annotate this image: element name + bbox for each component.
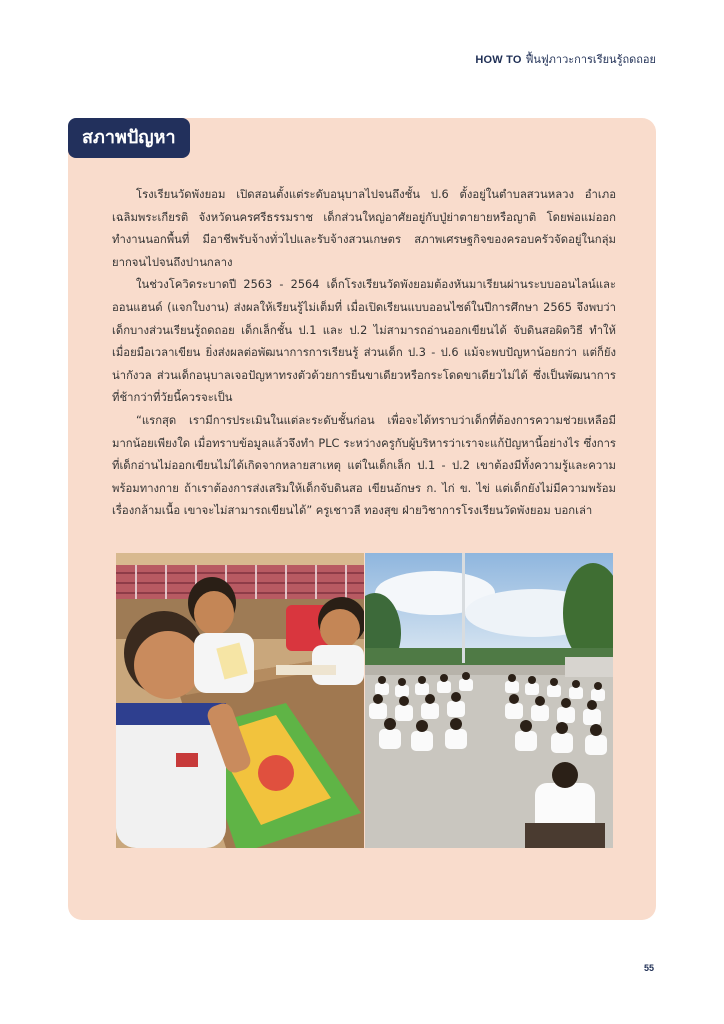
- header-how-to: HOW TO: [475, 54, 522, 66]
- students-assembly-photo: [365, 553, 613, 848]
- students-assembly-image: [365, 553, 613, 848]
- header-title: ฟื้นฟูภาวะการเรียนรู้ถดถอย: [525, 53, 656, 66]
- paragraph-3: “แรกสุด เรามีการประเมินในแต่ละระดับชั้นก่อน เพื่อจะได้ทราบว่าเด็กที่ต้องการความช่วยเหลือมีมากน้อยเพียงใด เมื่อทราบข้อมูลแล้วจึงทำ PLC ระหว่างครูกับผู้บริหารว่าเราจะแก้ปัญหานี้อย่างไร ซึ่งการที่เด็กอ่านไม่ออกเขียนไม่ได้เกิดจากหลายสาเหตุ แต่ในเด็กเล็ก ป.1 - ป.2 เขาต้องมีทั้งความรู้และความพร้อมทางกาย ถ้าเราต้องการส่งเสริมให้เด็กจับดินสอ เขียนอักษร ก. ไก่ ข. ไข่ แต่เด็กยังไม่มีความพร้อมเรื่องกล้ามเนื้อ เขาจะไม่สามารถเขียนได้” ครูเชาวลี ทองสุข ฝ่ายวิชาการโรงเรียนวัดพังยอม บอกเล่า: [112, 413, 616, 518]
- paragraph-2: ในช่วงโควิดระบาดปี 2563 - 2564 เด็กโรงเรียนวัดพังยอมต้องหันมาเรียนผ่านระบบออนไลน์และออนแฮนด์ (แจกใบงาน) ส่งผลให้เรียนรู้ไม่เต็มที่ เมื่อเปิดเรียนแบบออนไซต์ในปีการศึกษา 2565 จึงพบว่า เด็กบางส่วนเรียนรู้ถดถอย เด็กเล็กชั้น ป.1 และ ป.2 ไม่สามารถอ่านออกเขียนได้ จับดินสอผิดวิธี ทำให้เมื่อยมือเวลาเขียน ยิ่งส่งผลต่อพัฒนาการการเรียนรู้ ส่วนเด็ก ป.3 - ป.6 แม้จะพบปัญหาน้อยกว่า แต่ก็ยังน่ากังวล ส่วนเด็กอนุบาลเจอปัญหาทรงตัวด้วยการยืนขาเดียวหรือกระโดดขาเดียวไม่ได้ ซึ่งเป็นพัฒนาการที่ช้ากว่าที่วัยนี้ควรจะเป็น: [112, 278, 616, 405]
- students-reading-photo: [116, 553, 364, 848]
- section-title: สภาพปัญหา: [68, 118, 190, 158]
- running-header: [475, 50, 656, 68]
- page-number: 55: [643, 963, 654, 973]
- students-reading-image: [116, 553, 364, 848]
- article-body: [112, 184, 616, 523]
- paragraph-1: โรงเรียนวัดพังยอม เปิดสอนตั้งแต่ระดับอนุบาลไปจนถึงชั้น ป.6 ตั้งอยู่ในตำบลสวนหลวง อำเภอเฉลิมพระเกียรติ จังหวัดนครศรีธรรมราช เด็กส่วนใหญ่อาศัยอยู่กับปู่ย่าตายายหรือญาติ โดยพ่อแม่ออกทำงานนอกพื้นที่ มีอาชีพรับจ้างทั่วไปและรับจ้างสวนเกษตร สภาพเศรษฐกิจของครอบครัวจัดอยู่ในกลุ่มยากจนไปจนถึงปานกลาง: [112, 188, 616, 269]
